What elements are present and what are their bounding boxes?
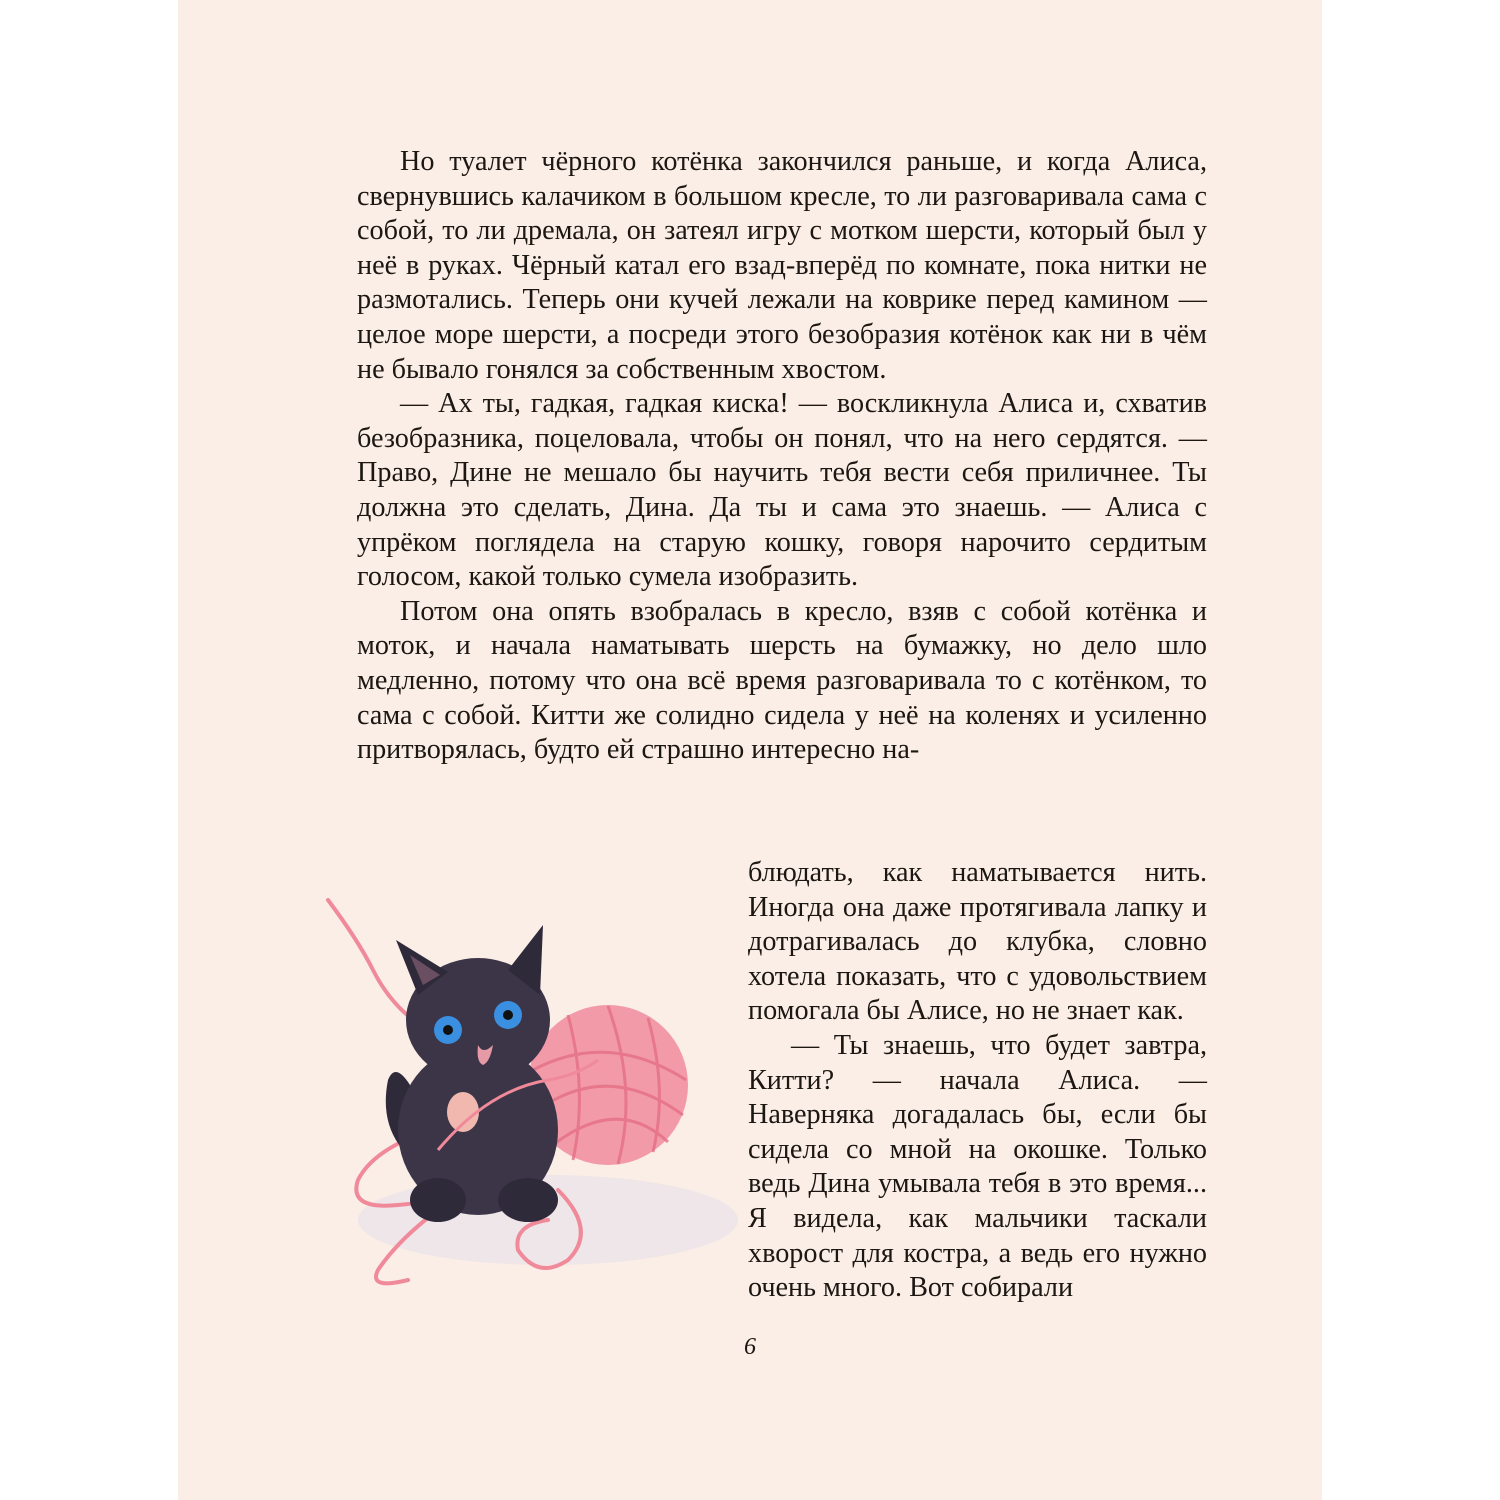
book-page xyxy=(178,0,1322,1500)
paragraph-3-continued: блюдать, как наматывается нить. Иногда она даже протягивала лапку и дотрагивалась до клубка, словно хотела показать, что с удовольствием помогала бы Алисе, но не знает как. xyxy=(748,857,1207,1027)
paragraph-2: — Ах ты, гадкая, гадкая киска! — воскликнула Алиса и, схватив безобразника, поцеловала, чтобы он понял, что на него сердятся. — Право, Дине не мешало бы научить тебя вести себя приличнее. Ты должна это сделать, Дина. Да ты и сама это знаешь. — Алиса с упрёком поглядела на старую кошку, говоря нарочито сердитым голосом, какой только сумела изобразить. xyxy=(357,388,1207,593)
kitten-with-yarn-illustration xyxy=(318,880,738,1300)
text-block-beside-illustration xyxy=(748,856,1207,1306)
paragraph-3: Потом она опять взобралась в кресло, взяв с собой котёнка и моток, и начала наматывать шерсть на бумажку, но дело шло медленно, потому что она всё время разговаривала то с котёнком, то сама с собой. Китти же солидно сидела у неё на коленях и усиленно притворялась, будто ей страшно интересно на- xyxy=(357,595,1207,766)
paragraph-4: — Ты знаешь, что будет завтра, Китти? — начала Алиса. — Наверняка догадалась бы, если бы сидела со мной на окошке. Только ведь Дина умывала тебя в это время... Я видела, как мальчики таскали хворост для костра, а ведь его нужно очень много. Вот собирали xyxy=(748,1029,1207,1304)
black-kitten xyxy=(386,925,558,1222)
paragraph-1: Но туалет чёрного котёнка закончился раньше, и когда Алиса, свернувшись калачиком в большом кресле, то ли разговаривала сама с собой, то ли дремала, он затеял игру с мотком шерсти, который был у неё в руках. Чёрный катал его взад-вперёд по комнате, пока нитки не размотались. Теперь они кучей лежали на коврике перед камином — целое море шерсти, а посреди этого безобразия котёнок как ни в чём не бывало гонялся за собственным хвостом. xyxy=(357,146,1207,385)
text-block-top xyxy=(357,145,1207,768)
page-number: 6 xyxy=(744,1334,756,1360)
kitten-paw xyxy=(447,1092,479,1132)
